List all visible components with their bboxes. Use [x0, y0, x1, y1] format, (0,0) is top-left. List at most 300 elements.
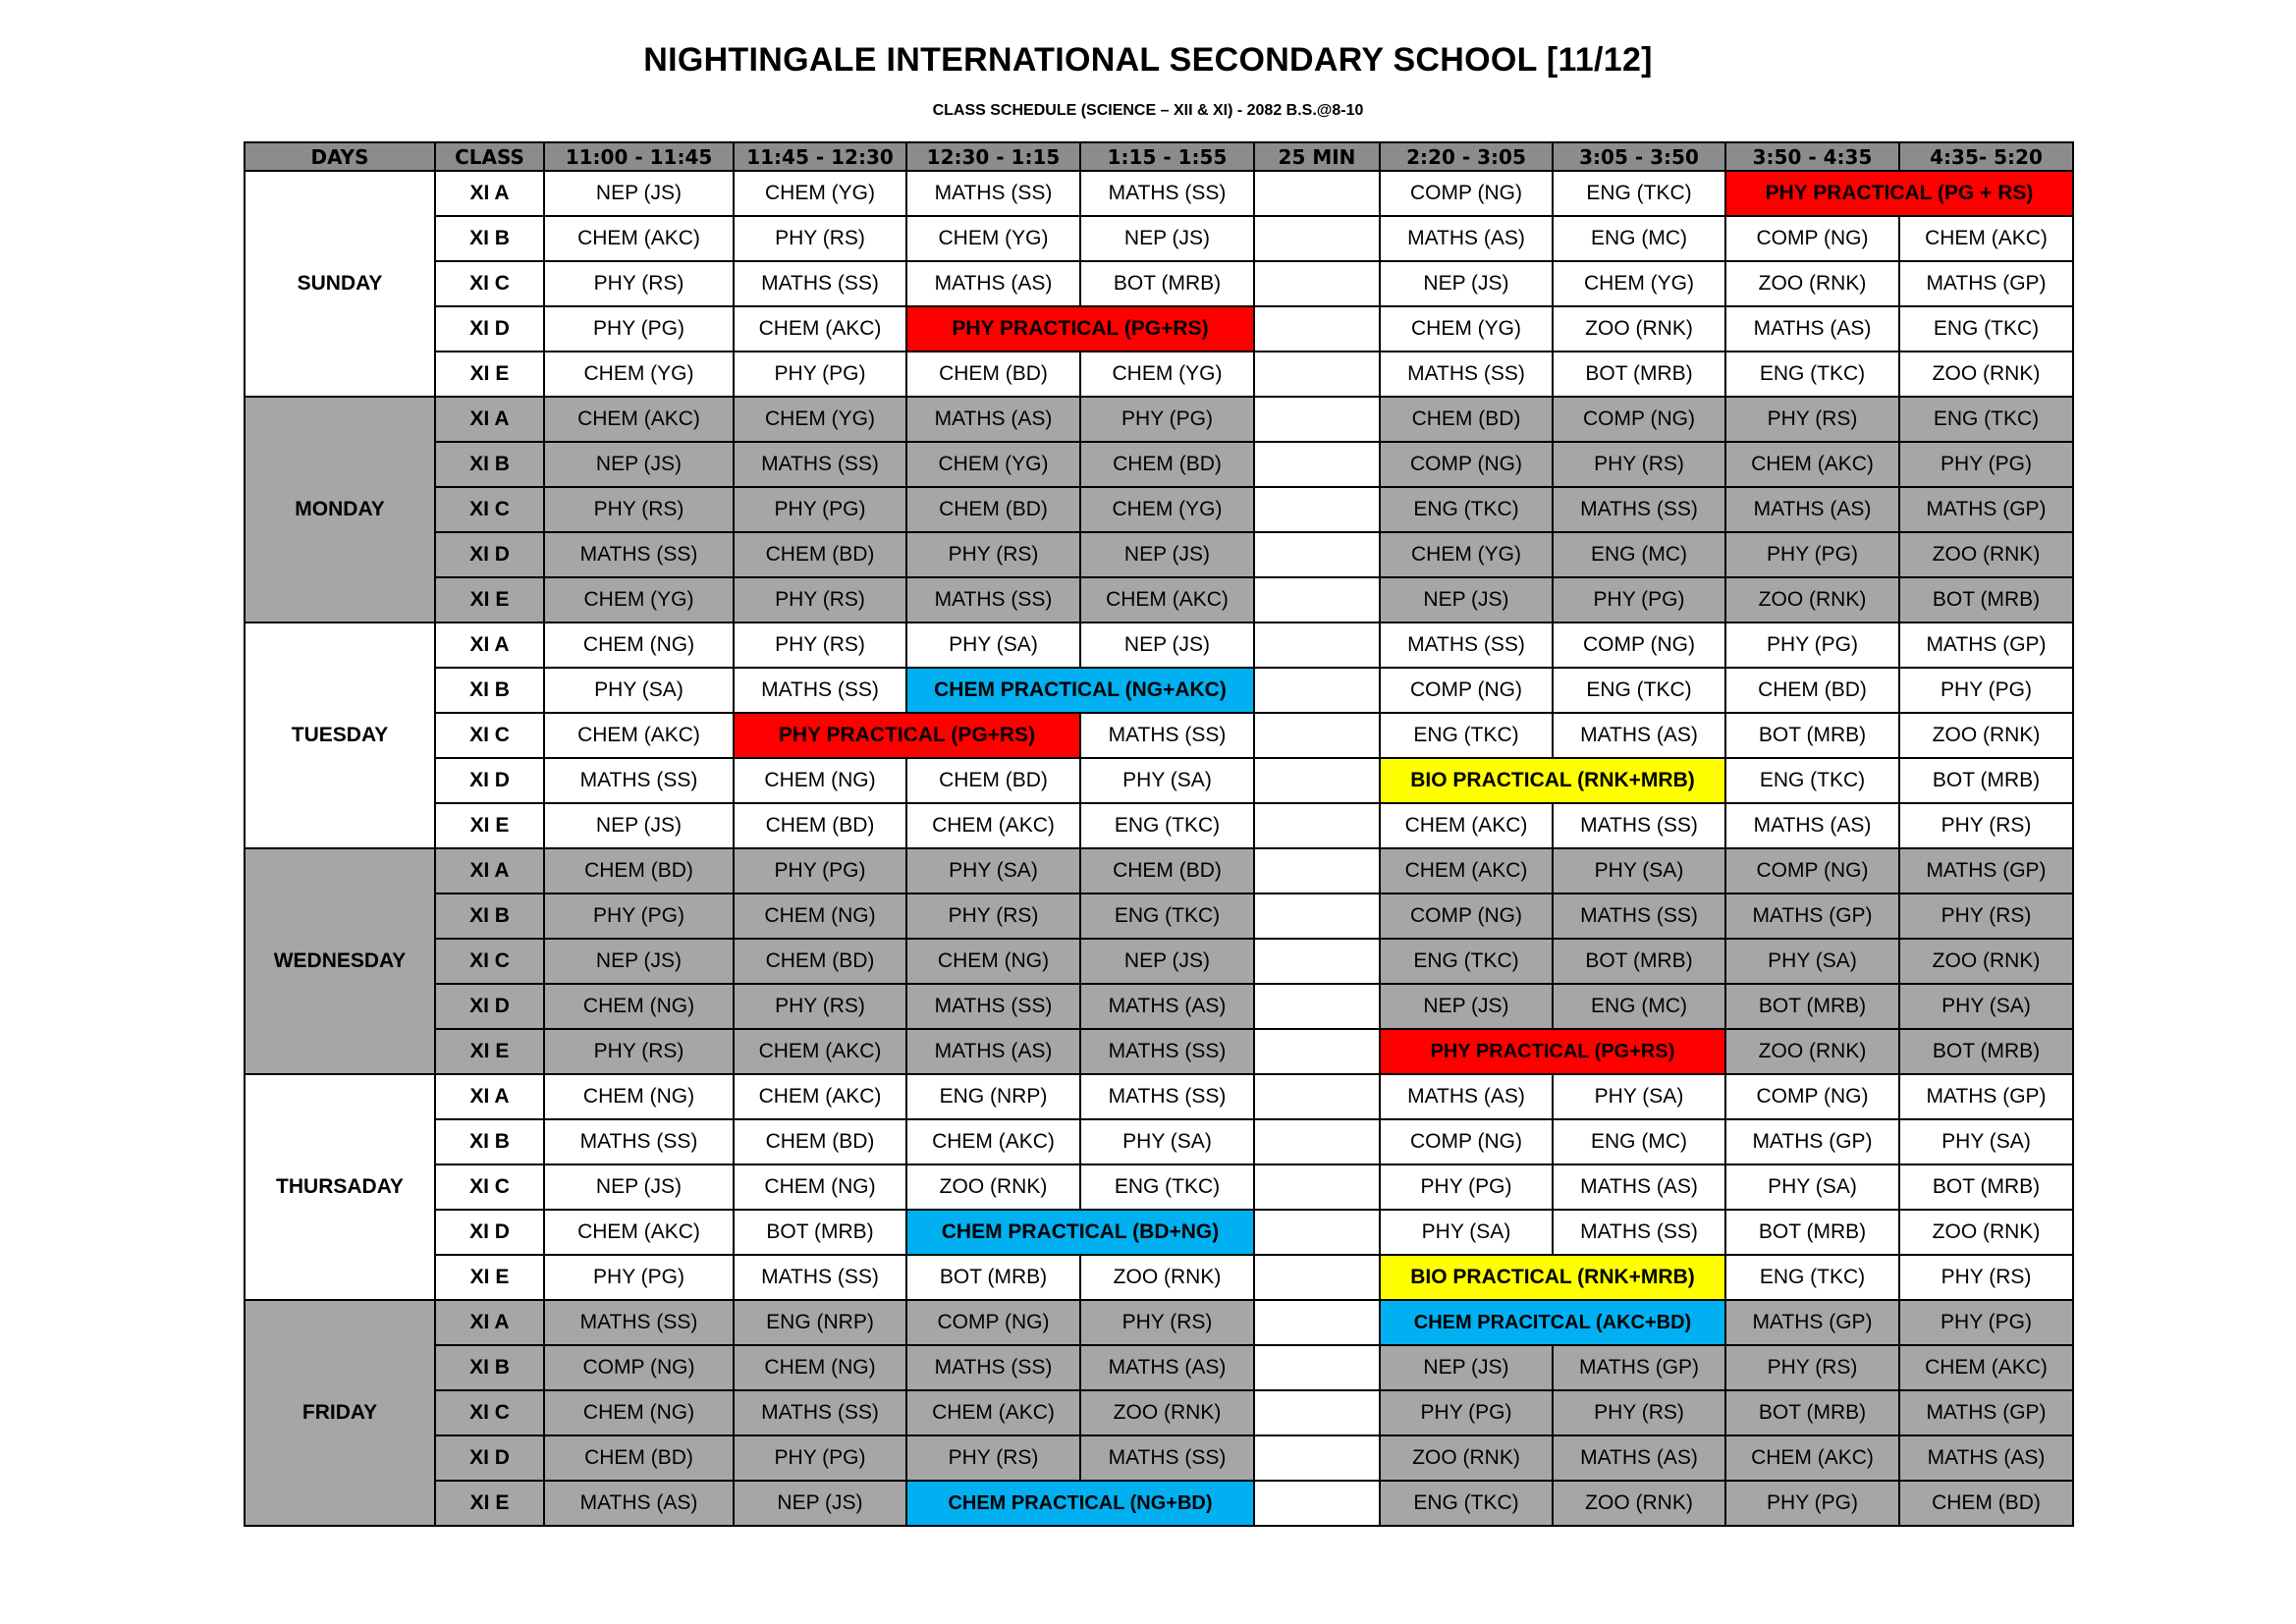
- period-cell: CHEM (BD): [734, 532, 906, 577]
- period-cell: BOT (MRB): [1725, 1210, 1899, 1255]
- break-cell: [1254, 1255, 1380, 1300]
- period-cell: MATHS (SS): [1553, 893, 1725, 939]
- break-cell: [1254, 893, 1380, 939]
- period-cell: ENG (NRP): [906, 1074, 1080, 1119]
- class-label: XI A: [435, 397, 544, 442]
- practical-cell: PHY PRACTICAL (PG+RS): [906, 306, 1254, 352]
- period-cell: MATHS (GP): [1899, 487, 2073, 532]
- period-cell: PHY (SA): [544, 668, 734, 713]
- period-cell: ZOO (RNK): [906, 1164, 1080, 1210]
- period-cell: MATHS (AS): [1725, 487, 1899, 532]
- period-cell: BOT (MRB): [1899, 1164, 2073, 1210]
- period-cell: BOT (MRB): [1553, 352, 1725, 397]
- period-cell: PHY (RS): [1899, 893, 2073, 939]
- break-cell: [1254, 1390, 1380, 1435]
- period-cell: CHEM (NG): [906, 939, 1080, 984]
- period-cell: MATHS (SS): [734, 442, 906, 487]
- period-cell: PHY (RS): [734, 577, 906, 623]
- class-label: XI C: [435, 1164, 544, 1210]
- period-cell: ENG (TKC): [1725, 758, 1899, 803]
- period-cell: PHY (PG): [544, 893, 734, 939]
- period-cell: COMP (NG): [1553, 623, 1725, 668]
- period-cell: PHY (PG): [544, 306, 734, 352]
- period-cell: CHEM (AKC): [906, 1390, 1080, 1435]
- page-title: NIGHTINGALE INTERNATIONAL SECONDARY SCHOOL [11/12]: [643, 41, 1653, 79]
- period-cell: ENG (TKC): [1380, 1481, 1553, 1526]
- period-cell: ZOO (RNK): [1553, 1481, 1725, 1526]
- period-cell: CHEM (YG): [544, 352, 734, 397]
- break-cell: [1254, 261, 1380, 306]
- period-cell: BOT (MRB): [1725, 1390, 1899, 1435]
- period-cell: MATHS (AS): [1380, 216, 1553, 261]
- class-label: XI A: [435, 1300, 544, 1345]
- period-cell: PHY (PG): [1380, 1164, 1553, 1210]
- break-cell: [1254, 1119, 1380, 1164]
- class-label: XI A: [435, 171, 544, 216]
- period-cell: PHY (PG): [734, 487, 906, 532]
- period-cell: MATHS (AS): [1553, 1435, 1725, 1481]
- header-cell: 3:50 - 4:35: [1725, 142, 1899, 171]
- period-cell: CHEM (AKC): [734, 1074, 906, 1119]
- practical-cell: PHY PRACTICAL (PG + RS): [1725, 171, 2073, 216]
- period-cell: NEP (JS): [1380, 984, 1553, 1029]
- period-cell: ZOO (RNK): [1899, 352, 2073, 397]
- period-cell: PHY (PG): [1899, 1300, 2073, 1345]
- period-cell: CHEM (BD): [906, 758, 1080, 803]
- period-cell: NEP (JS): [544, 1164, 734, 1210]
- period-cell: ENG (TKC): [1080, 893, 1254, 939]
- day-label: FRIDAY: [245, 1300, 435, 1526]
- period-cell: PHY (SA): [1080, 758, 1254, 803]
- period-cell: ENG (TKC): [1080, 1164, 1254, 1210]
- class-label: XI E: [435, 352, 544, 397]
- period-cell: ENG (MC): [1553, 532, 1725, 577]
- period-cell: BOT (MRB): [906, 1255, 1080, 1300]
- break-cell: [1254, 487, 1380, 532]
- period-cell: ENG (TKC): [1080, 803, 1254, 848]
- table-row: [245, 261, 2073, 306]
- period-cell: CHEM (NG): [734, 758, 906, 803]
- period-cell: PHY (PG): [734, 352, 906, 397]
- period-cell: ZOO (RNK): [1380, 1435, 1553, 1481]
- break-cell: [1254, 532, 1380, 577]
- break-cell: [1254, 171, 1380, 216]
- period-cell: CHEM (AKC): [734, 1029, 906, 1074]
- table-row: [245, 1164, 2073, 1210]
- period-cell: COMP (NG): [544, 1345, 734, 1390]
- table-row: [245, 668, 2073, 713]
- period-cell: NEP (JS): [544, 803, 734, 848]
- period-cell: PHY (SA): [1899, 984, 2073, 1029]
- table-row: [245, 623, 2073, 668]
- period-cell: CHEM (NG): [544, 984, 734, 1029]
- period-cell: CHEM (BD): [734, 939, 906, 984]
- period-cell: ZOO (RNK): [1899, 939, 2073, 984]
- class-label: XI D: [435, 758, 544, 803]
- period-cell: MATHS (SS): [1080, 1435, 1254, 1481]
- period-cell: CHEM (YG): [1380, 532, 1553, 577]
- period-cell: ZOO (RNK): [1080, 1390, 1254, 1435]
- period-cell: MATHS (SS): [1380, 623, 1553, 668]
- period-cell: PHY (RS): [544, 1029, 734, 1074]
- table-row: [245, 1345, 2073, 1390]
- page-subtitle: CLASS SCHEDULE (SCIENCE – XII & XI) - 2082 B.S.@8-10: [932, 102, 1364, 119]
- day-label: THURSADAY: [245, 1074, 435, 1300]
- period-cell: CHEM (AKC): [906, 803, 1080, 848]
- period-cell: CHEM (NG): [544, 1074, 734, 1119]
- practical-cell: CHEM PRACTICAL (BD+NG): [906, 1210, 1254, 1255]
- day-label: WEDNESDAY: [245, 848, 435, 1074]
- period-cell: MATHS (SS): [544, 758, 734, 803]
- class-label: XI D: [435, 984, 544, 1029]
- table-row: [245, 803, 2073, 848]
- period-cell: ENG (TKC): [1725, 352, 1899, 397]
- class-label: XI E: [435, 803, 544, 848]
- table-row: [245, 216, 2073, 261]
- break-cell: [1254, 1481, 1380, 1526]
- table-row: [245, 984, 2073, 1029]
- period-cell: PHY (RS): [906, 532, 1080, 577]
- class-label: XI B: [435, 668, 544, 713]
- period-cell: COMP (NG): [1553, 397, 1725, 442]
- period-cell: COMP (NG): [1380, 893, 1553, 939]
- class-label: XI C: [435, 713, 544, 758]
- period-cell: MATHS (AS): [906, 1029, 1080, 1074]
- period-cell: PHY (SA): [906, 848, 1080, 893]
- period-cell: MATHS (SS): [1553, 487, 1725, 532]
- period-cell: PHY (PG): [1899, 442, 2073, 487]
- break-cell: [1254, 1345, 1380, 1390]
- class-label: XI D: [435, 1435, 544, 1481]
- header-cell: CLASS: [435, 142, 544, 171]
- period-cell: CHEM (BD): [1380, 397, 1553, 442]
- period-cell: PHY (SA): [1553, 1074, 1725, 1119]
- class-label: XI D: [435, 306, 544, 352]
- class-label: XI D: [435, 1210, 544, 1255]
- period-cell: ZOO (RNK): [1553, 306, 1725, 352]
- period-cell: COMP (NG): [1380, 442, 1553, 487]
- period-cell: PHY (RS): [1725, 1345, 1899, 1390]
- break-cell: [1254, 623, 1380, 668]
- class-label: XI B: [435, 893, 544, 939]
- period-cell: NEP (JS): [544, 939, 734, 984]
- break-cell: [1254, 848, 1380, 893]
- class-label: XI C: [435, 487, 544, 532]
- period-cell: ENG (NRP): [734, 1300, 906, 1345]
- period-cell: NEP (JS): [1080, 532, 1254, 577]
- period-cell: CHEM (BD): [734, 1119, 906, 1164]
- day-label: MONDAY: [245, 397, 435, 623]
- class-label: XI C: [435, 939, 544, 984]
- period-cell: MATHS (SS): [734, 1390, 906, 1435]
- period-cell: MATHS (SS): [906, 984, 1080, 1029]
- period-cell: CHEM (NG): [544, 623, 734, 668]
- period-cell: NEP (JS): [1380, 1345, 1553, 1390]
- period-cell: ZOO (RNK): [1725, 577, 1899, 623]
- practical-cell: PHY PRACTICAL (PG+RS): [734, 713, 1080, 758]
- break-cell: [1254, 397, 1380, 442]
- period-cell: PHY (PG): [1725, 623, 1899, 668]
- period-cell: PHY (RS): [906, 893, 1080, 939]
- period-cell: NEP (JS): [734, 1481, 906, 1526]
- period-cell: MATHS (GP): [1899, 261, 2073, 306]
- period-cell: CHEM (AKC): [1380, 803, 1553, 848]
- period-cell: MATHS (SS): [1553, 1210, 1725, 1255]
- header-cell: 12:30 - 1:15: [906, 142, 1080, 171]
- table-row: [245, 1435, 2073, 1481]
- period-cell: PHY (PG): [1725, 1481, 1899, 1526]
- period-cell: PHY (RS): [734, 984, 906, 1029]
- period-cell: CHEM (AKC): [906, 1119, 1080, 1164]
- table-row: [245, 577, 2073, 623]
- practical-cell: PHY PRACTICAL (PG+RS): [1380, 1029, 1725, 1074]
- period-cell: CHEM (YG): [1380, 306, 1553, 352]
- practical-cell: BIO PRACTICAL (RNK+MRB): [1380, 1255, 1725, 1300]
- period-cell: CHEM (BD): [906, 352, 1080, 397]
- period-cell: PHY (PG): [1725, 532, 1899, 577]
- class-label: XI C: [435, 261, 544, 306]
- period-cell: ENG (TKC): [1725, 1255, 1899, 1300]
- period-cell: ENG (MC): [1553, 984, 1725, 1029]
- class-label: XI E: [435, 577, 544, 623]
- table-row: [245, 352, 2073, 397]
- class-label: XI E: [435, 1481, 544, 1526]
- period-cell: ENG (TKC): [1380, 487, 1553, 532]
- schedule-table: [244, 141, 2074, 1527]
- period-cell: MATHS (AS): [544, 1481, 734, 1526]
- break-cell: [1254, 1435, 1380, 1481]
- period-cell: CHEM (AKC): [1080, 577, 1254, 623]
- period-cell: CHEM (AKC): [544, 713, 734, 758]
- period-cell: ENG (TKC): [1899, 306, 2073, 352]
- period-cell: PHY (SA): [1725, 1164, 1899, 1210]
- header-cell: 4:35- 5:20: [1899, 142, 2073, 171]
- period-cell: PHY (SA): [1725, 939, 1899, 984]
- period-cell: PHY (RS): [544, 487, 734, 532]
- break-cell: [1254, 1074, 1380, 1119]
- period-cell: ZOO (RNK): [1080, 1255, 1254, 1300]
- period-cell: CHEM (YG): [544, 577, 734, 623]
- period-cell: PHY (SA): [906, 623, 1080, 668]
- period-cell: CHEM (NG): [734, 893, 906, 939]
- table-row: [245, 713, 2073, 758]
- period-cell: MATHS (SS): [544, 1300, 734, 1345]
- header-cell: 11:45 - 12:30: [734, 142, 906, 171]
- table-row: [245, 758, 2073, 803]
- class-label: XI A: [435, 1074, 544, 1119]
- period-cell: PHY (RS): [906, 1435, 1080, 1481]
- period-cell: MATHS (SS): [1380, 352, 1553, 397]
- period-cell: MATHS (SS): [1080, 171, 1254, 216]
- table-row: [245, 1119, 2073, 1164]
- period-cell: PHY (SA): [1080, 1119, 1254, 1164]
- period-cell: CHEM (BD): [1080, 442, 1254, 487]
- period-cell: PHY (RS): [1725, 397, 1899, 442]
- period-cell: CHEM (BD): [906, 487, 1080, 532]
- period-cell: MATHS (SS): [1080, 1074, 1254, 1119]
- period-cell: MATHS (SS): [734, 668, 906, 713]
- period-cell: PHY (PG): [1380, 1390, 1553, 1435]
- period-cell: CHEM (YG): [1080, 487, 1254, 532]
- break-cell: [1254, 668, 1380, 713]
- header-cell: 11:00 - 11:45: [544, 142, 734, 171]
- period-cell: MATHS (GP): [1899, 848, 2073, 893]
- period-cell: COMP (NG): [1725, 216, 1899, 261]
- period-cell: PHY (SA): [1553, 848, 1725, 893]
- period-cell: MATHS (AS): [1553, 1164, 1725, 1210]
- period-cell: CHEM (AKC): [544, 397, 734, 442]
- period-cell: NEP (JS): [1080, 216, 1254, 261]
- class-label: XI B: [435, 1119, 544, 1164]
- period-cell: CHEM (NG): [544, 1390, 734, 1435]
- table-row: [245, 1300, 2073, 1345]
- table-row: [245, 848, 2073, 893]
- period-cell: CHEM (BD): [1725, 668, 1899, 713]
- period-cell: PHY (SA): [1380, 1210, 1553, 1255]
- period-cell: MATHS (AS): [1080, 1345, 1254, 1390]
- table-row: [245, 397, 2073, 442]
- break-cell: [1254, 1029, 1380, 1074]
- period-cell: PHY (PG): [734, 848, 906, 893]
- break-cell: [1254, 939, 1380, 984]
- period-cell: NEP (JS): [1080, 939, 1254, 984]
- period-cell: PHY (RS): [734, 623, 906, 668]
- period-cell: CHEM (NG): [734, 1345, 906, 1390]
- period-cell: BOT (MRB): [1553, 939, 1725, 984]
- period-cell: CHEM (AKC): [734, 306, 906, 352]
- table-row: [245, 1481, 2073, 1526]
- table-row: [245, 442, 2073, 487]
- break-cell: [1254, 758, 1380, 803]
- day-label: SUNDAY: [245, 171, 435, 397]
- period-cell: CHEM (YG): [906, 442, 1080, 487]
- table-row: [245, 893, 2073, 939]
- table-row: [245, 487, 2073, 532]
- period-cell: MATHS (AS): [906, 397, 1080, 442]
- period-cell: PHY (PG): [1899, 668, 2073, 713]
- table-row: [245, 1074, 2073, 1119]
- period-cell: BOT (MRB): [734, 1210, 906, 1255]
- period-cell: BOT (MRB): [1899, 577, 2073, 623]
- period-cell: CHEM (AKC): [1725, 442, 1899, 487]
- header-cell: 1:15 - 1:55: [1080, 142, 1254, 171]
- class-label: XI B: [435, 216, 544, 261]
- period-cell: ENG (TKC): [1553, 171, 1725, 216]
- period-cell: CHEM (YG): [1553, 261, 1725, 306]
- break-cell: [1254, 306, 1380, 352]
- period-cell: NEP (JS): [1380, 261, 1553, 306]
- break-cell: [1254, 352, 1380, 397]
- header-cell: 3:05 - 3:50: [1553, 142, 1725, 171]
- break-cell: [1254, 216, 1380, 261]
- period-cell: PHY (SA): [1899, 1119, 2073, 1164]
- period-cell: BOT (MRB): [1725, 984, 1899, 1029]
- period-cell: CHEM (YG): [734, 171, 906, 216]
- period-cell: ZOO (RNK): [1899, 1210, 2073, 1255]
- period-cell: MATHS (GP): [1899, 623, 2073, 668]
- period-cell: MATHS (SS): [1080, 1029, 1254, 1074]
- table-row: [245, 171, 2073, 216]
- class-label: XI D: [435, 532, 544, 577]
- period-cell: CHEM (YG): [734, 397, 906, 442]
- period-cell: CHEM (BD): [734, 803, 906, 848]
- period-cell: MATHS (SS): [734, 261, 906, 306]
- period-cell: MATHS (AS): [1380, 1074, 1553, 1119]
- period-cell: BOT (MRB): [1899, 1029, 2073, 1074]
- period-cell: PHY (RS): [1553, 442, 1725, 487]
- break-cell: [1254, 1210, 1380, 1255]
- period-cell: MATHS (SS): [906, 171, 1080, 216]
- period-cell: BOT (MRB): [1080, 261, 1254, 306]
- period-cell: ENG (MC): [1553, 1119, 1725, 1164]
- period-cell: COMP (NG): [906, 1300, 1080, 1345]
- class-label: XI A: [435, 848, 544, 893]
- table-row: [245, 1029, 2073, 1074]
- break-cell: [1254, 1164, 1380, 1210]
- period-cell: NEP (JS): [544, 442, 734, 487]
- period-cell: MATHS (SS): [1080, 713, 1254, 758]
- period-cell: BOT (MRB): [1725, 713, 1899, 758]
- period-cell: MATHS (SS): [734, 1255, 906, 1300]
- period-cell: PHY (PG): [1553, 577, 1725, 623]
- period-cell: MATHS (GP): [1899, 1390, 2073, 1435]
- period-cell: CHEM (AKC): [1725, 1435, 1899, 1481]
- header-cell: DAYS: [245, 142, 435, 171]
- period-cell: CHEM (BD): [544, 848, 734, 893]
- period-cell: ZOO (RNK): [1725, 261, 1899, 306]
- period-cell: MATHS (SS): [544, 532, 734, 577]
- header-cell: 2:20 - 3:05: [1380, 142, 1553, 171]
- period-cell: PHY (PG): [1080, 397, 1254, 442]
- period-cell: PHY (RS): [1553, 1390, 1725, 1435]
- header-row: [245, 142, 2073, 171]
- class-label: XI A: [435, 623, 544, 668]
- table-row: [245, 532, 2073, 577]
- class-label: XI B: [435, 442, 544, 487]
- period-cell: COMP (NG): [1380, 668, 1553, 713]
- period-cell: MATHS (AS): [1553, 713, 1725, 758]
- period-cell: ZOO (RNK): [1725, 1029, 1899, 1074]
- period-cell: COMP (NG): [1725, 848, 1899, 893]
- period-cell: MATHS (GP): [1725, 1119, 1899, 1164]
- period-cell: NEP (JS): [544, 171, 734, 216]
- period-cell: PHY (PG): [734, 1435, 906, 1481]
- break-cell: [1254, 577, 1380, 623]
- table-row: [245, 1210, 2073, 1255]
- period-cell: CHEM (BD): [1899, 1481, 2073, 1526]
- period-cell: ZOO (RNK): [1899, 532, 2073, 577]
- class-label: XI C: [435, 1390, 544, 1435]
- period-cell: MATHS (AS): [1899, 1435, 2073, 1481]
- practical-cell: CHEM PRACTICAL (NG+AKC): [906, 668, 1254, 713]
- period-cell: CHEM (BD): [1080, 848, 1254, 893]
- period-cell: MATHS (AS): [1080, 984, 1254, 1029]
- period-cell: MATHS (SS): [1553, 803, 1725, 848]
- class-label: XI E: [435, 1255, 544, 1300]
- period-cell: CHEM (BD): [544, 1435, 734, 1481]
- period-cell: CHEM (YG): [1080, 352, 1254, 397]
- practical-cell: CHEM PRACTICAL (NG+BD): [906, 1481, 1254, 1526]
- table-row: [245, 1255, 2073, 1300]
- period-cell: CHEM (AKC): [544, 216, 734, 261]
- period-cell: ENG (TKC): [1380, 939, 1553, 984]
- period-cell: ENG (MC): [1553, 216, 1725, 261]
- period-cell: MATHS (AS): [1725, 306, 1899, 352]
- period-cell: BOT (MRB): [1899, 758, 2073, 803]
- period-cell: MATHS (GP): [1725, 1300, 1899, 1345]
- period-cell: CHEM (AKC): [1899, 216, 2073, 261]
- period-cell: PHY (RS): [1899, 1255, 2073, 1300]
